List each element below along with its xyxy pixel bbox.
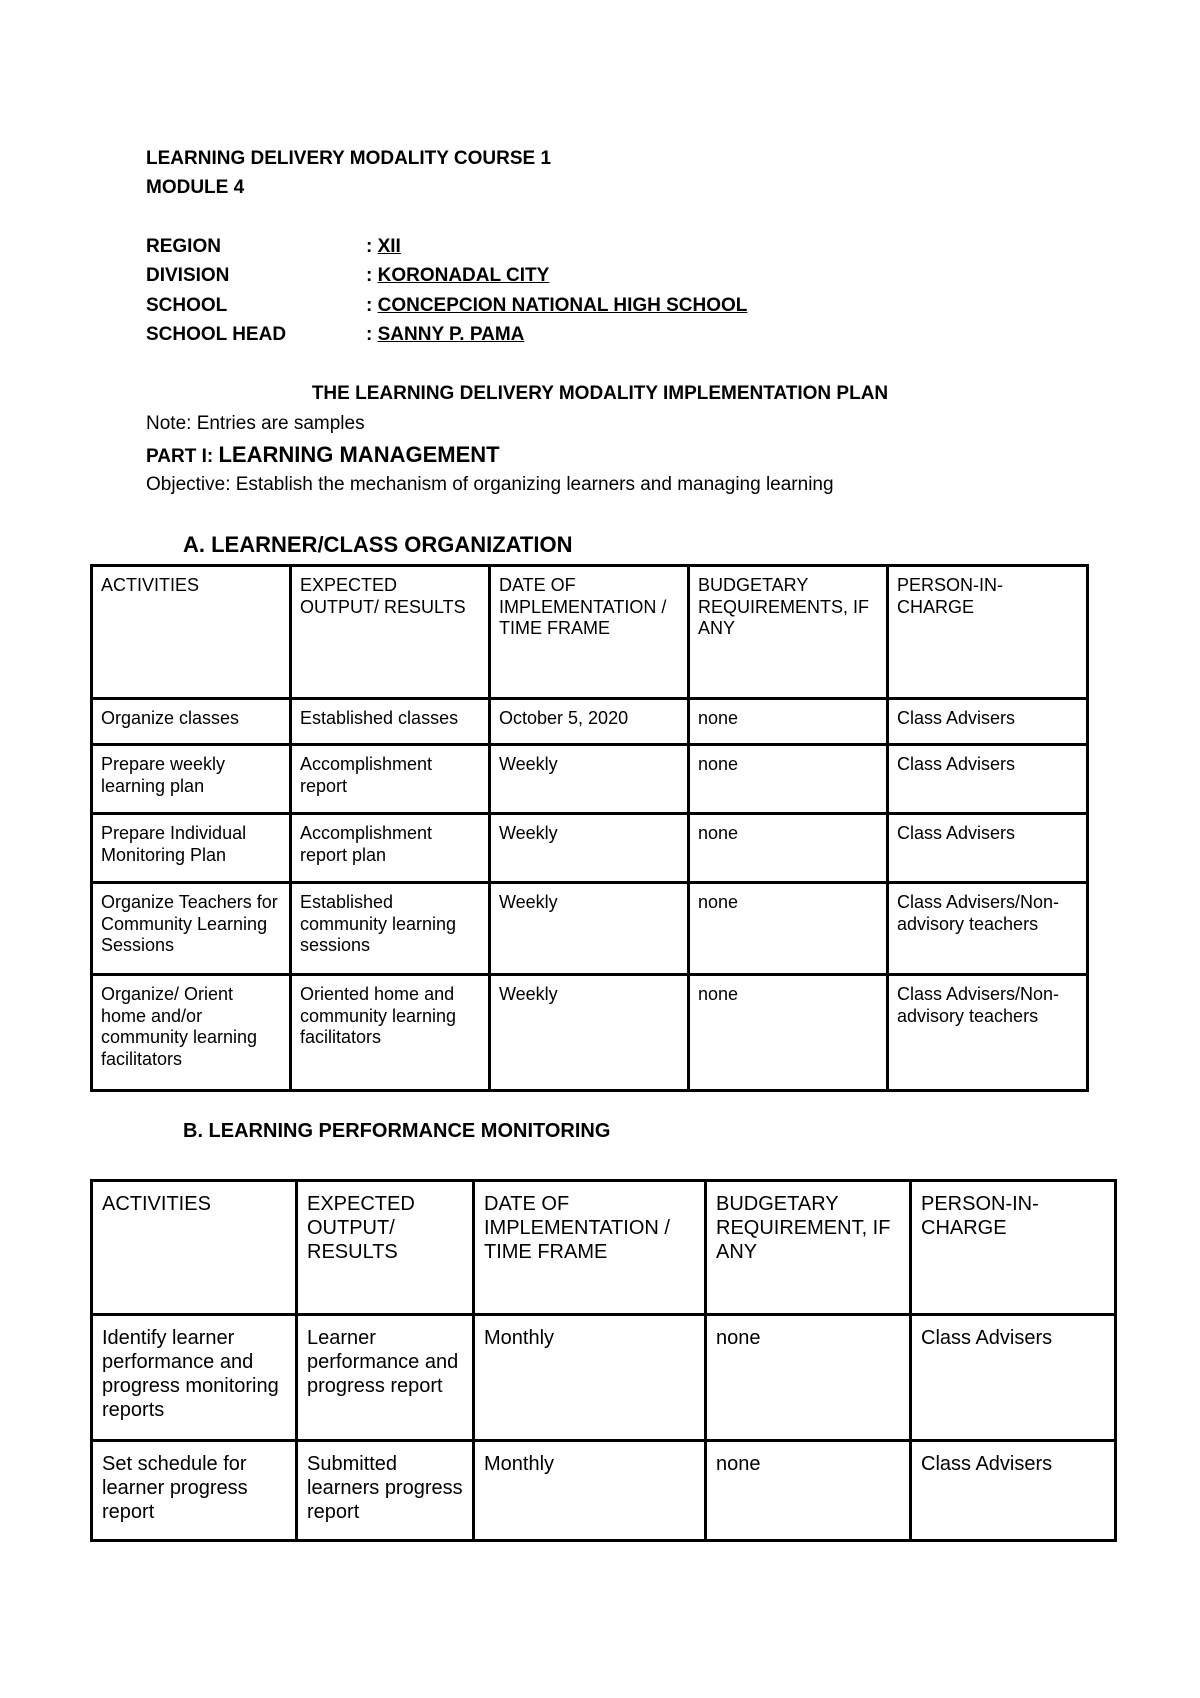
table-cell: Weekly xyxy=(490,814,689,883)
table-cell: October 5, 2020 xyxy=(490,699,689,745)
column-header: EXPECTED OUTPUT/ RESULTS xyxy=(291,566,490,699)
table-cell: Organize classes xyxy=(92,699,291,745)
column-header: DATE OF IMPLEMENTATION / TIME FRAME xyxy=(474,1181,706,1315)
table-cell: Prepare Individual Monitoring Plan xyxy=(92,814,291,883)
table-cell: Class Advisers xyxy=(911,1315,1116,1441)
table-cell: Learner performance and progress report xyxy=(297,1315,474,1441)
meta-value: SANNY P. PAMA xyxy=(377,324,525,345)
table-header-row xyxy=(92,1181,1116,1315)
meta-label: REGION xyxy=(146,236,221,257)
column-header: DATE OF IMPLEMENTATION / TIME FRAME xyxy=(490,566,689,699)
table-cell: Organize Teachers for Community Learning Sessions xyxy=(92,883,291,975)
column-header: BUDGETARY REQUIREMENT, IF ANY xyxy=(706,1181,911,1315)
column-header: PERSON-IN-CHARGE xyxy=(888,566,1088,699)
meta-label: SCHOOL HEAD xyxy=(146,324,287,345)
table-cell: none xyxy=(706,1315,911,1441)
table-cell: Class Advisers xyxy=(888,745,1088,814)
table-row xyxy=(92,1441,1116,1541)
table-row xyxy=(92,975,1088,1091)
section-a-title: A. LEARNER/CLASS ORGANIZATION xyxy=(183,532,573,557)
table-cell: none xyxy=(689,975,888,1091)
table-row xyxy=(92,745,1088,814)
table-cell: Prepare weekly learning plan xyxy=(92,745,291,814)
objective-text: Objective: Establish the mechanism of organizing learners and managing learning xyxy=(146,474,834,495)
table-header-row xyxy=(92,566,1088,699)
column-header: BUDGETARY REQUIREMENTS, IF ANY xyxy=(689,566,888,699)
meta-label: SCHOOL xyxy=(146,295,228,316)
table-cell: Oriented home and community learning facilitators xyxy=(291,975,490,1091)
column-header: PERSON-IN-CHARGE xyxy=(911,1181,1116,1315)
table-cell: Accomplishment report xyxy=(291,745,490,814)
table-cell: Class Advisers xyxy=(888,699,1088,745)
meta-division: DIVISION : KORONADAL CITY xyxy=(146,265,550,286)
column-header: ACTIVITIES xyxy=(92,566,291,699)
column-header: EXPECTED OUTPUT/ RESULTS xyxy=(297,1181,474,1315)
table-cell: Class Advisers/Non-advisory teachers xyxy=(888,975,1088,1091)
part-title: LEARNING MANAGEMENT xyxy=(218,442,500,467)
table-cell: Submitted learners progress report xyxy=(297,1441,474,1541)
section-b-title: B. LEARNING PERFORMANCE MONITORING xyxy=(183,1120,611,1142)
table-cell: Monthly xyxy=(474,1315,706,1441)
plan-title: THE LEARNING DELIVERY MODALITY IMPLEMENTATION PLAN xyxy=(311,383,889,404)
table-cell: Class Advisers/Non-advisory teachers xyxy=(888,883,1088,975)
table-row xyxy=(92,699,1088,745)
table-cell: none xyxy=(689,699,888,745)
table-cell: Established classes xyxy=(291,699,490,745)
meta-value: XII xyxy=(377,236,401,257)
module-label: MODULE 4 xyxy=(146,177,245,198)
note-text: Note: Entries are samples xyxy=(146,413,365,434)
table-cell: Monthly xyxy=(474,1441,706,1541)
meta-region: REGION : XII xyxy=(146,236,401,257)
meta-value: KORONADAL CITY xyxy=(377,265,550,286)
table-cell: Organize/ Orient home and/or community learning facilitators xyxy=(92,975,291,1091)
table-cell: none xyxy=(706,1441,911,1541)
table-row xyxy=(92,883,1088,975)
table-cell: Weekly xyxy=(490,745,689,814)
table-cell: Class Advisers xyxy=(911,1441,1116,1541)
column-header: ACTIVITIES xyxy=(92,1181,297,1315)
part-heading xyxy=(146,442,500,468)
table-cell: Established community learning sessions xyxy=(291,883,490,975)
table-cell: Accomplishment report plan xyxy=(291,814,490,883)
meta-value: CONCEPCION NATIONAL HIGH SCHOOL xyxy=(377,295,748,316)
table-row xyxy=(92,814,1088,883)
meta-school: SCHOOL : CONCEPCION NATIONAL HIGH SCHOOL xyxy=(146,295,748,316)
part-prefix: PART I: xyxy=(146,446,219,467)
meta-school-head: SCHOOL HEAD : SANNY P. PAMA xyxy=(146,324,525,345)
table-cell: Set schedule for learner progress report xyxy=(92,1441,297,1541)
table-cell: none xyxy=(689,883,888,975)
course-title: LEARNING DELIVERY MODALITY COURSE 1 xyxy=(146,148,552,169)
learner-class-organization-table xyxy=(90,564,1089,1092)
learning-performance-monitoring-table xyxy=(90,1179,1117,1542)
table-row xyxy=(92,1315,1116,1441)
table-cell: Class Advisers xyxy=(888,814,1088,883)
table-cell: Identify learner performance and progress monitoring reports xyxy=(92,1315,297,1441)
meta-label: DIVISION xyxy=(146,265,230,286)
table-cell: none xyxy=(689,814,888,883)
table-cell: Weekly xyxy=(490,883,689,975)
table-cell: Weekly xyxy=(490,975,689,1091)
table-cell: none xyxy=(689,745,888,814)
